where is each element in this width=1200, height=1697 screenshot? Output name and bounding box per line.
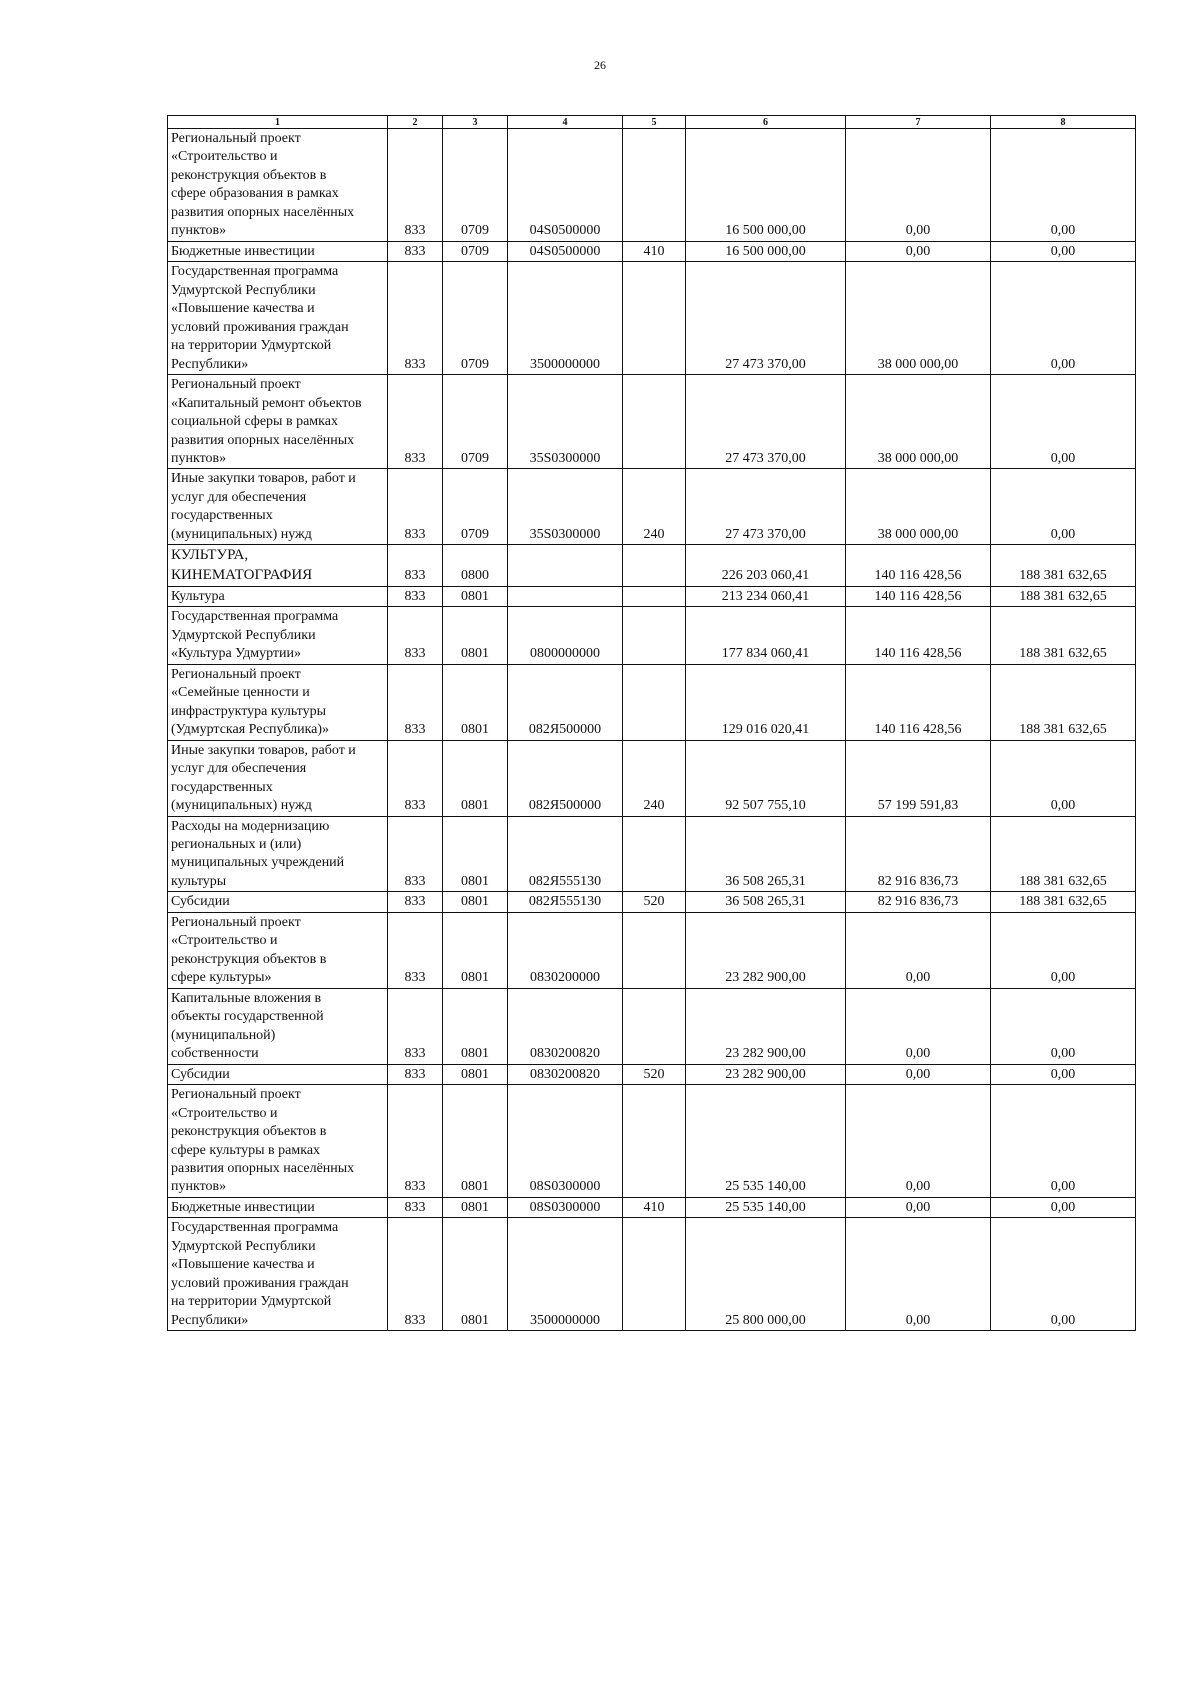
expense-type-cell [623, 1218, 686, 1331]
expenditure-name-cell: Государственная программа Удмуртской Республики «Повышение качества и условий проживания граждан на территории Удмуртской Республики» [168, 262, 388, 375]
expenditure-name-cell: Капитальные вложения в объекты государственной (муниципальной) собственности [168, 988, 388, 1064]
table-row [168, 375, 1136, 469]
amount-col8-cell: 0,00 [991, 1218, 1136, 1331]
section-code-cell: 0709 [443, 241, 508, 261]
ministry-code-cell: 833 [388, 912, 443, 988]
column-header: 4 [508, 116, 623, 129]
table-row [168, 586, 1136, 606]
amount-col6-cell: 23 282 900,00 [686, 988, 846, 1064]
column-header: 5 [623, 116, 686, 129]
target-item-cell: 3500000000 [508, 262, 623, 375]
amount-col7-cell: 140 116 428,56 [846, 664, 991, 740]
target-item-cell: 08S0300000 [508, 1085, 623, 1198]
amount-col6-cell: 92 507 755,10 [686, 740, 846, 816]
ministry-code-cell: 833 [388, 1064, 443, 1084]
expenditure-name-cell: Региональный проект «Строительство и реконструкция объектов в сфере культуры» [168, 912, 388, 988]
amount-col8-cell: 0,00 [991, 1197, 1136, 1217]
amount-col6-cell: 25 535 140,00 [686, 1085, 846, 1198]
section-code-cell: 0801 [443, 607, 508, 664]
amount-col8-cell: 0,00 [991, 129, 1136, 242]
expense-type-cell [623, 545, 686, 587]
section-code-cell: 0801 [443, 816, 508, 892]
ministry-code-cell: 833 [388, 988, 443, 1064]
table-row [168, 1218, 1136, 1331]
expense-type-cell [623, 1085, 686, 1198]
amount-col8-cell: 188 381 632,65 [991, 586, 1136, 606]
expenditure-name-cell: Иные закупки товаров, работ и услуг для обеспечения государственных (муниципальных) нужд [168, 469, 388, 545]
table-row [168, 1064, 1136, 1084]
amount-col6-cell: 27 473 370,00 [686, 262, 846, 375]
target-item-cell: 0830200000 [508, 912, 623, 988]
section-code-cell: 0801 [443, 740, 508, 816]
ministry-code-cell: 833 [388, 1085, 443, 1198]
ministry-code-cell: 833 [388, 545, 443, 587]
ministry-code-cell: 833 [388, 1197, 443, 1217]
expense-type-cell [623, 816, 686, 892]
amount-col8-cell: 0,00 [991, 469, 1136, 545]
table-row [168, 262, 1136, 375]
target-item-cell: 08S0300000 [508, 1197, 623, 1217]
ministry-code-cell: 833 [388, 740, 443, 816]
column-header: 3 [443, 116, 508, 129]
ministry-code-cell: 833 [388, 129, 443, 242]
expense-type-cell [623, 375, 686, 469]
section-code-cell: 0801 [443, 586, 508, 606]
expense-type-cell [623, 129, 686, 242]
section-code-cell: 0800 [443, 545, 508, 587]
amount-col6-cell: 226 203 060,41 [686, 545, 846, 587]
table-row [168, 129, 1136, 242]
expenditure-name-cell: Региональный проект «Семейные ценности и инфраструктура культуры (Удмуртская Республика)» [168, 664, 388, 740]
ministry-code-cell: 833 [388, 664, 443, 740]
amount-col6-cell: 36 508 265,31 [686, 816, 846, 892]
section-code-cell: 0801 [443, 912, 508, 988]
section-code-cell: 0801 [443, 664, 508, 740]
expenditure-name-cell: Иные закупки товаров, работ и услуг для обеспечения государственных (муниципальных) нужд [168, 740, 388, 816]
target-item-cell: 35S0300000 [508, 469, 623, 545]
section-code-cell: 0709 [443, 262, 508, 375]
expense-type-cell [623, 586, 686, 606]
ministry-code-cell: 833 [388, 469, 443, 545]
expenditure-name-cell: Субсидии [168, 1064, 388, 1084]
amount-col6-cell: 36 508 265,31 [686, 892, 846, 912]
target-item-cell: 0830200820 [508, 1064, 623, 1084]
table-row [168, 469, 1136, 545]
ministry-code-cell: 833 [388, 586, 443, 606]
target-item-cell [508, 545, 623, 587]
amount-col7-cell: 0,00 [846, 912, 991, 988]
table-row [168, 241, 1136, 261]
expense-type-cell [623, 912, 686, 988]
amount-col7-cell: 38 000 000,00 [846, 262, 991, 375]
column-header: 7 [846, 116, 991, 129]
amount-col7-cell: 0,00 [846, 241, 991, 261]
amount-col6-cell: 27 473 370,00 [686, 375, 846, 469]
target-item-cell: 0800000000 [508, 607, 623, 664]
expenditure-name-cell: Субсидии [168, 892, 388, 912]
target-item-cell: 082Я555130 [508, 816, 623, 892]
target-item-cell: 082Я555130 [508, 892, 623, 912]
amount-col6-cell: 23 282 900,00 [686, 912, 846, 988]
target-item-cell: 04S0500000 [508, 241, 623, 261]
section-code-cell: 0801 [443, 1085, 508, 1198]
expense-type-cell: 240 [623, 740, 686, 816]
amount-col8-cell: 0,00 [991, 241, 1136, 261]
amount-col8-cell: 0,00 [991, 375, 1136, 469]
amount-col7-cell: 140 116 428,56 [846, 607, 991, 664]
ministry-code-cell: 833 [388, 892, 443, 912]
column-header: 8 [991, 116, 1136, 129]
expenditure-name-cell: КУЛЬТУРА, КИНЕМАТОГРАФИЯ [168, 545, 388, 587]
amount-col6-cell: 16 500 000,00 [686, 241, 846, 261]
amount-col6-cell: 25 800 000,00 [686, 1218, 846, 1331]
amount-col7-cell: 0,00 [846, 129, 991, 242]
amount-col6-cell: 129 016 020,41 [686, 664, 846, 740]
column-header: 1 [168, 116, 388, 129]
expense-type-cell: 410 [623, 241, 686, 261]
section-code-cell: 0709 [443, 129, 508, 242]
section-code-cell: 0709 [443, 469, 508, 545]
ministry-code-cell: 833 [388, 262, 443, 375]
amount-col6-cell: 213 234 060,41 [686, 586, 846, 606]
amount-col8-cell: 188 381 632,65 [991, 816, 1136, 892]
table-row [168, 912, 1136, 988]
table-row [168, 816, 1136, 892]
ministry-code-cell: 833 [388, 816, 443, 892]
section-code-cell: 0801 [443, 1064, 508, 1084]
amount-col8-cell: 0,00 [991, 262, 1136, 375]
amount-col8-cell: 0,00 [991, 1085, 1136, 1198]
ministry-code-cell: 833 [388, 375, 443, 469]
amount-col6-cell: 16 500 000,00 [686, 129, 846, 242]
budget-table [167, 115, 1136, 1331]
table-row [168, 545, 1136, 587]
table-row [168, 892, 1136, 912]
ministry-code-cell: 833 [388, 607, 443, 664]
table-row [168, 740, 1136, 816]
expense-type-cell [623, 607, 686, 664]
expense-type-cell: 520 [623, 892, 686, 912]
column-header: 6 [686, 116, 846, 129]
expense-type-cell: 240 [623, 469, 686, 545]
amount-col8-cell: 188 381 632,65 [991, 545, 1136, 587]
amount-col7-cell: 57 199 591,83 [846, 740, 991, 816]
table-row [168, 607, 1136, 664]
table-row [168, 1085, 1136, 1198]
target-item-cell: 04S0500000 [508, 129, 623, 242]
amount-col6-cell: 27 473 370,00 [686, 469, 846, 545]
ministry-code-cell: 833 [388, 1218, 443, 1331]
section-code-cell: 0801 [443, 988, 508, 1064]
expense-type-cell [623, 988, 686, 1064]
table-row [168, 1197, 1136, 1217]
amount-col8-cell: 188 381 632,65 [991, 892, 1136, 912]
amount-col8-cell: 188 381 632,65 [991, 664, 1136, 740]
target-item-cell [508, 586, 623, 606]
expenditure-name-cell: Культура [168, 586, 388, 606]
section-code-cell: 0801 [443, 1218, 508, 1331]
amount-col7-cell: 82 916 836,73 [846, 816, 991, 892]
expense-type-cell [623, 664, 686, 740]
section-code-cell: 0801 [443, 892, 508, 912]
amount-col7-cell: 0,00 [846, 988, 991, 1064]
table-row [168, 664, 1136, 740]
amount-col8-cell: 0,00 [991, 740, 1136, 816]
amount-col8-cell: 0,00 [991, 1064, 1136, 1084]
amount-col6-cell: 25 535 140,00 [686, 1197, 846, 1217]
amount-col7-cell: 0,00 [846, 1064, 991, 1084]
amount-col7-cell: 38 000 000,00 [846, 375, 991, 469]
expense-type-cell [623, 262, 686, 375]
amount-col8-cell: 188 381 632,65 [991, 607, 1136, 664]
amount-col7-cell: 0,00 [846, 1197, 991, 1217]
amount-col7-cell: 0,00 [846, 1218, 991, 1331]
expenditure-name-cell: Региональный проект «Строительство и реконструкция объектов в сфере культуры в рамках развития опорных населённых пунктов» [168, 1085, 388, 1198]
section-code-cell: 0801 [443, 1197, 508, 1217]
expenditure-name-cell: Региональный проект «Строительство и реконструкция объектов в сфере образования в рамках развития опорных населённых пунктов» [168, 129, 388, 242]
target-item-cell: 082Я500000 [508, 664, 623, 740]
expenditure-name-cell: Государственная программа Удмуртской Республики «Культура Удмуртии» [168, 607, 388, 664]
amount-col6-cell: 177 834 060,41 [686, 607, 846, 664]
section-code-cell: 0709 [443, 375, 508, 469]
amount-col7-cell: 140 116 428,56 [846, 586, 991, 606]
amount-col7-cell: 0,00 [846, 1085, 991, 1198]
expense-type-cell: 520 [623, 1064, 686, 1084]
target-item-cell: 0830200820 [508, 988, 623, 1064]
ministry-code-cell: 833 [388, 241, 443, 261]
page-number: 26 [594, 58, 606, 72]
amount-col6-cell: 23 282 900,00 [686, 1064, 846, 1084]
table-body [168, 129, 1136, 1331]
expenditure-name-cell: Государственная программа Удмуртской Республики «Повышение качества и условий проживания граждан на территории Удмуртской Республики» [168, 1218, 388, 1331]
expenditure-name-cell: Региональный проект «Капитальный ремонт объектов социальной сферы в рамках развития опорных населённых пунктов» [168, 375, 388, 469]
amount-col7-cell: 38 000 000,00 [846, 469, 991, 545]
expense-type-cell: 410 [623, 1197, 686, 1217]
expenditure-name-cell: Бюджетные инвестиции [168, 1197, 388, 1217]
amount-col7-cell: 140 116 428,56 [846, 545, 991, 587]
column-header: 2 [388, 116, 443, 129]
target-item-cell: 082Я500000 [508, 740, 623, 816]
amount-col8-cell: 0,00 [991, 988, 1136, 1064]
expenditure-name-cell: Бюджетные инвестиции [168, 241, 388, 261]
expenditure-name-cell: Расходы на модернизацию региональных и (или) муниципальных учреждений культуры [168, 816, 388, 892]
amount-col7-cell: 82 916 836,73 [846, 892, 991, 912]
target-item-cell: 3500000000 [508, 1218, 623, 1331]
target-item-cell: 35S0300000 [508, 375, 623, 469]
table-row [168, 988, 1136, 1064]
header-row [168, 116, 1136, 129]
amount-col8-cell: 0,00 [991, 912, 1136, 988]
